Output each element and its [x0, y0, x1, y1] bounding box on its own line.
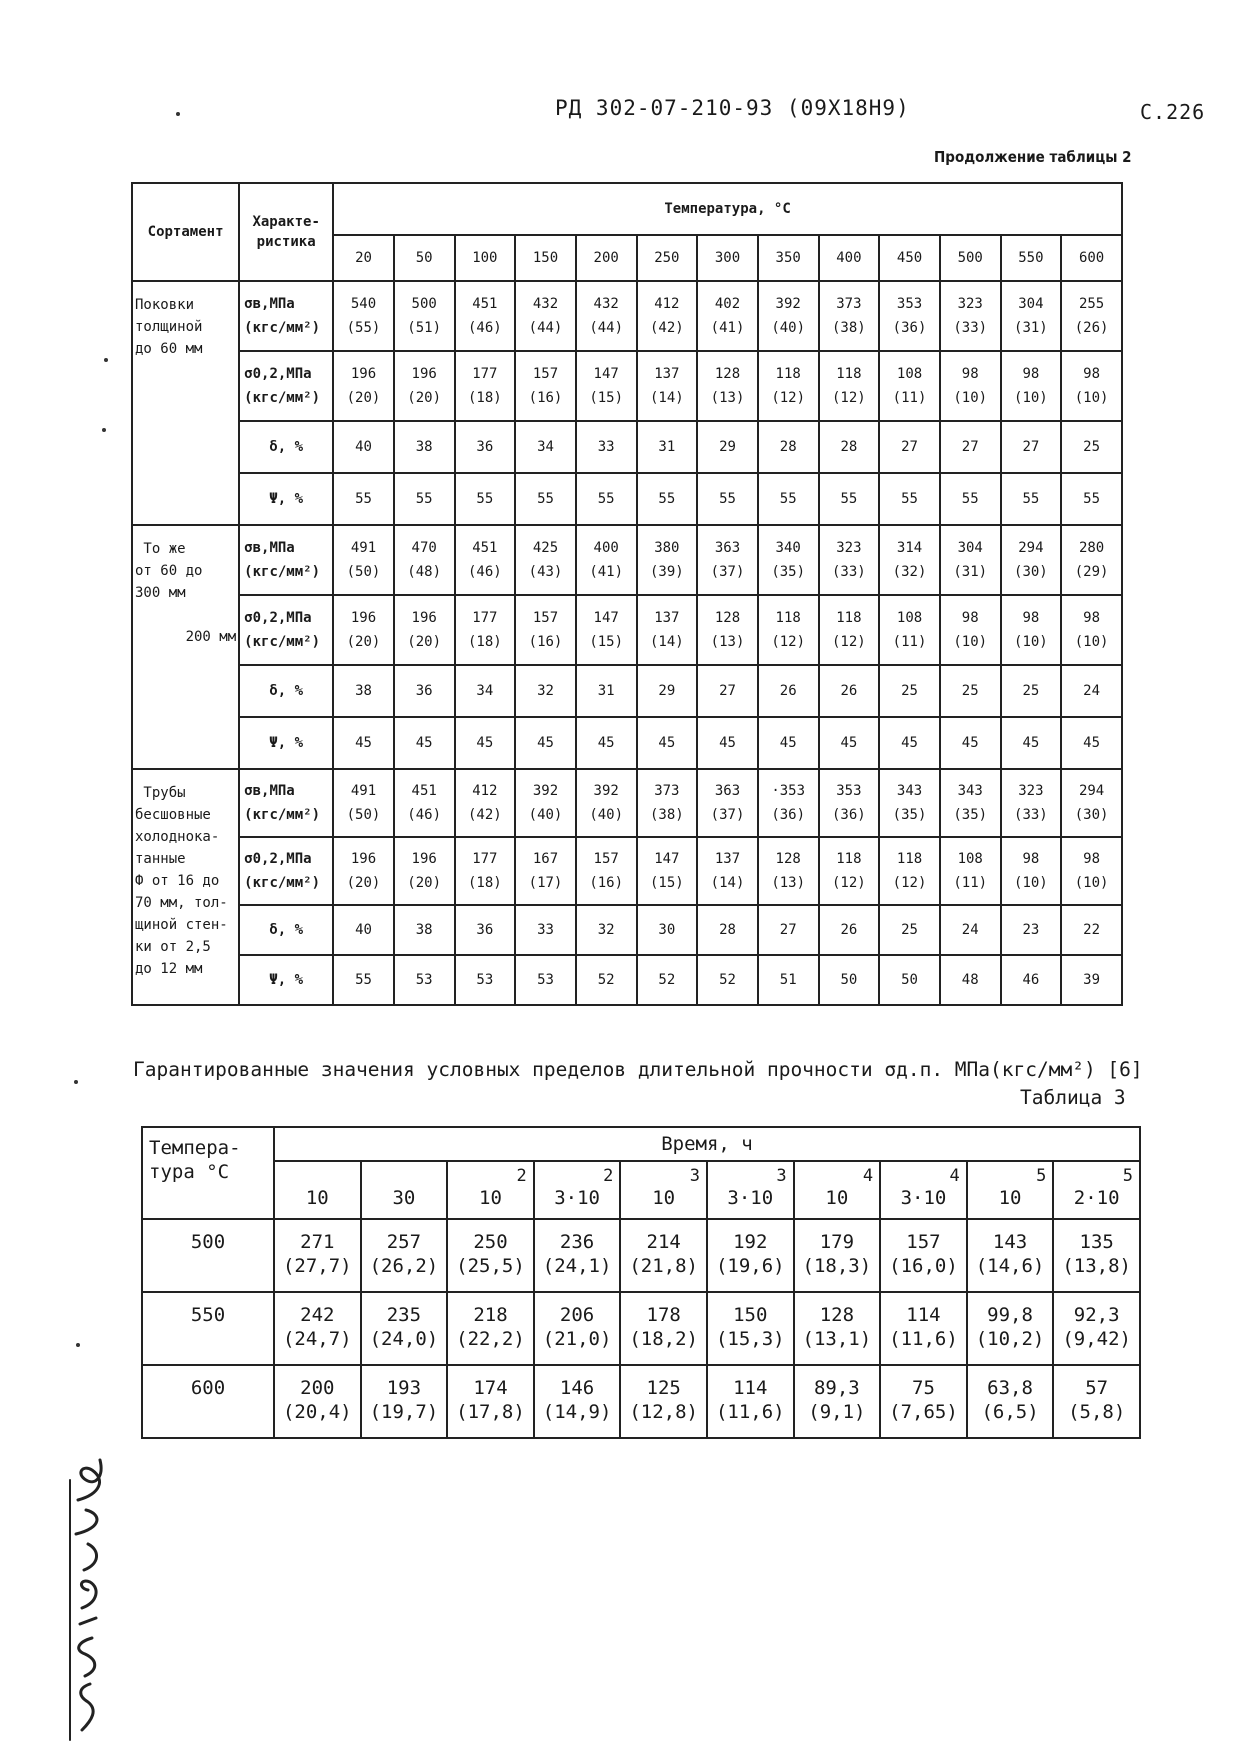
time-base: 30	[392, 1187, 416, 1209]
document-title: РД 302-07-210-93 (09Х18Н9)	[555, 96, 910, 120]
value-cell: 55	[394, 473, 455, 525]
value-cell: 271 (27,7)	[274, 1219, 361, 1292]
value-cell: 75 (7,65)	[880, 1365, 967, 1438]
col-header-characteristic: Характе- ристика	[239, 183, 333, 281]
value-cell: 36	[394, 665, 455, 717]
value-cell: 48	[940, 955, 1001, 1005]
table-continuation-label: Продолжение таблицы 2	[934, 148, 1132, 166]
time-exponent: 2	[516, 1166, 527, 1186]
scan-dot	[176, 112, 180, 116]
time-exponent: 5	[1036, 1166, 1047, 1186]
value-cell: 500 (51)	[394, 281, 455, 351]
value-cell: 32	[515, 665, 576, 717]
value-cell: 45	[697, 717, 758, 769]
value-cell: 38	[394, 421, 455, 473]
value-cell: 55	[333, 473, 394, 525]
time-base: 10	[652, 1187, 676, 1209]
value-cell: 38	[394, 905, 455, 955]
table-row	[132, 905, 1122, 955]
value-cell: 118 (12)	[879, 837, 940, 905]
time-col	[967, 1161, 1054, 1219]
value-cell: 128 (13)	[697, 595, 758, 665]
value-cell: 118 (12)	[819, 837, 880, 905]
value-cell: 137 (14)	[637, 595, 698, 665]
value-cell: 255 (26)	[1061, 281, 1122, 351]
col-header-time: Время, ч	[274, 1127, 1140, 1161]
value-cell: 98 (10)	[1061, 595, 1122, 665]
value-cell: 147 (15)	[576, 351, 637, 421]
value-cell: 137 (14)	[697, 837, 758, 905]
value-cell: 29	[697, 421, 758, 473]
time-exponent: 5	[1122, 1166, 1133, 1186]
mechanical-properties-table	[131, 182, 1123, 1006]
value-cell: 33	[515, 905, 576, 955]
value-cell: 314 (32)	[879, 525, 940, 595]
value-cell: 412 (42)	[637, 281, 698, 351]
value-cell: 432 (44)	[515, 281, 576, 351]
table-row	[142, 1292, 1140, 1365]
value-cell: 26	[819, 905, 880, 955]
value-cell: 167 (17)	[515, 837, 576, 905]
value-cell: 45	[940, 717, 1001, 769]
time-col	[620, 1161, 707, 1219]
value-cell: 128 (13)	[758, 837, 819, 905]
value-cell: 451 (46)	[455, 281, 516, 351]
value-cell: 157 (16)	[515, 351, 576, 421]
value-cell: 27	[758, 905, 819, 955]
value-cell: ·353 (36)	[758, 769, 819, 837]
value-cell: 373 (38)	[637, 769, 698, 837]
temp-col-50: 50	[394, 235, 455, 281]
value-cell: 98 (10)	[1001, 837, 1062, 905]
value-cell: 55	[333, 955, 394, 1005]
value-cell: 36	[455, 905, 516, 955]
value-cell: 31	[576, 665, 637, 717]
value-cell: 98 (10)	[1061, 837, 1122, 905]
value-cell: 52	[637, 955, 698, 1005]
value-cell: 55	[758, 473, 819, 525]
time-col	[534, 1161, 621, 1219]
characteristic-cell: Ψ, %	[239, 473, 333, 525]
value-cell: 28	[697, 905, 758, 955]
value-cell: 45	[1001, 717, 1062, 769]
characteristic-cell: δ, %	[239, 421, 333, 473]
value-cell: 28	[758, 421, 819, 473]
value-cell: 25	[879, 665, 940, 717]
value-cell: 193 (19,7)	[361, 1365, 448, 1438]
value-cell: 27	[697, 665, 758, 717]
value-cell: 157 (16)	[576, 837, 637, 905]
characteristic-cell: Ψ, %	[239, 955, 333, 1005]
value-cell: 51	[758, 955, 819, 1005]
col-header-temperature: Температура, °С	[333, 183, 1122, 235]
temp-col-20: 20	[333, 235, 394, 281]
time-col	[1053, 1161, 1140, 1219]
value-cell: 280 (29)	[1061, 525, 1122, 595]
temp-col-200: 200	[576, 235, 637, 281]
value-cell: 45	[758, 717, 819, 769]
value-cell: 45	[394, 717, 455, 769]
value-cell: 55	[879, 473, 940, 525]
value-cell: 491 (50)	[333, 525, 394, 595]
time-base: 10	[998, 1187, 1022, 1209]
value-cell: 114 (11,6)	[880, 1292, 967, 1365]
value-cell: 147 (15)	[576, 595, 637, 665]
table-row	[132, 421, 1122, 473]
value-cell: 28	[819, 421, 880, 473]
characteristic-cell: δ, %	[239, 665, 333, 717]
table-row	[132, 769, 1122, 837]
table3-caption: Гарантированные значения условных пределов длительной прочности σд.п. МПа(кгс/мм²) [6]	[133, 1058, 1143, 1081]
value-cell: 55	[940, 473, 1001, 525]
value-cell: 46	[1001, 955, 1062, 1005]
value-cell: 343 (35)	[940, 769, 1001, 837]
value-cell: 323 (33)	[940, 281, 1001, 351]
value-cell: 235 (24,0)	[361, 1292, 448, 1365]
value-cell: 157 (16,0)	[880, 1219, 967, 1292]
value-cell: 38	[333, 665, 394, 717]
value-cell: 118 (12)	[758, 351, 819, 421]
value-cell: 491 (50)	[333, 769, 394, 837]
characteristic-cell: σ0,2,МПа (кгс/мм²)	[239, 351, 333, 421]
time-base: 3·10	[900, 1187, 947, 1209]
time-exponent: 4	[862, 1166, 874, 1186]
value-cell: 179 (18,3)	[794, 1219, 881, 1292]
value-cell: 30	[637, 905, 698, 955]
table-row	[132, 351, 1122, 421]
value-cell: 108 (11)	[879, 595, 940, 665]
value-cell: 137 (14)	[637, 351, 698, 421]
value-cell: 363 (37)	[697, 525, 758, 595]
value-cell: 53	[394, 955, 455, 1005]
value-cell: 98 (10)	[1061, 351, 1122, 421]
time-col	[361, 1161, 448, 1219]
table-row	[132, 837, 1122, 905]
value-cell: 373 (38)	[819, 281, 880, 351]
value-cell: 380 (39)	[637, 525, 698, 595]
value-cell: 323 (33)	[819, 525, 880, 595]
value-cell: 57 (5,8)	[1053, 1365, 1140, 1438]
value-cell: 29	[637, 665, 698, 717]
value-cell: 214 (21,8)	[620, 1219, 707, 1292]
value-cell: 50	[819, 955, 880, 1005]
value-cell: 45	[819, 717, 880, 769]
time-exponent	[362, 1166, 447, 1186]
value-cell: 45	[515, 717, 576, 769]
value-cell: 25	[1061, 421, 1122, 473]
characteristic-cell: σв,МПа (кгс/мм²)	[239, 281, 333, 351]
col-header-sortament: Сортамент	[132, 183, 239, 281]
value-cell: 196 (20)	[394, 595, 455, 665]
value-cell: 24	[940, 905, 1001, 955]
col-header-temperature: Темпера- тура °С	[142, 1127, 274, 1219]
handwritten-signature	[30, 1440, 120, 1750]
temperature-cell: 600	[142, 1365, 274, 1438]
value-cell: 250 (25,5)	[447, 1219, 534, 1292]
value-cell: 125 (12,8)	[620, 1365, 707, 1438]
value-cell: 392 (40)	[515, 769, 576, 837]
value-cell: 128 (13,1)	[794, 1292, 881, 1365]
value-cell: 55	[697, 473, 758, 525]
value-cell: 98 (10)	[1001, 595, 1062, 665]
time-base: 10	[305, 1187, 329, 1209]
characteristic-cell: σ0,2,МПа (кгс/мм²)	[239, 595, 333, 665]
value-cell: 99,8 (10,2)	[967, 1292, 1054, 1365]
value-cell: 343 (35)	[879, 769, 940, 837]
time-col	[794, 1161, 881, 1219]
value-cell: 218 (22,2)	[447, 1292, 534, 1365]
table-row	[132, 473, 1122, 525]
value-cell: 52	[576, 955, 637, 1005]
temp-col-300: 300	[697, 235, 758, 281]
value-cell: 353 (36)	[879, 281, 940, 351]
value-cell: 32	[576, 905, 637, 955]
value-cell: 412 (42)	[455, 769, 516, 837]
temp-col-450: 450	[879, 235, 940, 281]
value-cell: 55	[455, 473, 516, 525]
value-cell: 242 (24,7)	[274, 1292, 361, 1365]
value-cell: 40	[333, 905, 394, 955]
value-cell: 39	[1061, 955, 1122, 1005]
table-row	[142, 1365, 1140, 1438]
value-cell: 118 (12)	[819, 351, 880, 421]
temp-col-600: 600	[1061, 235, 1122, 281]
value-cell: 177 (18)	[455, 595, 516, 665]
time-col	[880, 1161, 967, 1219]
value-cell: 196 (20)	[333, 595, 394, 665]
value-cell: 150 (15,3)	[707, 1292, 794, 1365]
value-cell: 363 (37)	[697, 769, 758, 837]
value-cell: 36	[455, 421, 516, 473]
value-cell: 34	[515, 421, 576, 473]
value-cell: 108 (11)	[940, 837, 1001, 905]
scan-dot	[102, 428, 106, 432]
temp-col-100: 100	[455, 235, 516, 281]
value-cell: 177 (18)	[455, 837, 516, 905]
time-base: 3·10	[554, 1187, 600, 1209]
scan-dot	[74, 1080, 78, 1084]
value-cell: 55	[1061, 473, 1122, 525]
time-base: 3·10	[727, 1187, 774, 1209]
value-cell: 45	[455, 717, 516, 769]
value-cell: 323 (33)	[1001, 769, 1062, 837]
value-cell: 118 (12)	[758, 595, 819, 665]
time-base: 10	[825, 1187, 849, 1209]
value-cell: 45	[879, 717, 940, 769]
temp-col-500: 500	[940, 235, 1001, 281]
value-cell: 55	[576, 473, 637, 525]
value-cell: 353 (36)	[819, 769, 880, 837]
value-cell: 257 (26,2)	[361, 1219, 448, 1292]
value-cell: 33	[576, 421, 637, 473]
value-cell: 540 (55)	[333, 281, 394, 351]
value-cell: 55	[1001, 473, 1062, 525]
value-cell: 25	[1001, 665, 1062, 717]
value-cell: 98 (10)	[1001, 351, 1062, 421]
value-cell: 294 (30)	[1061, 769, 1122, 837]
value-cell: 432 (44)	[576, 281, 637, 351]
table-row	[142, 1219, 1140, 1292]
value-cell: 27	[879, 421, 940, 473]
value-cell: 26	[819, 665, 880, 717]
temp-col-250: 250	[637, 235, 698, 281]
time-exponent: 3	[689, 1166, 700, 1186]
value-cell: 425 (43)	[515, 525, 576, 595]
time-col	[447, 1161, 534, 1219]
temp-col-350: 350	[758, 235, 819, 281]
table-row	[132, 595, 1122, 665]
value-cell: 22	[1061, 905, 1122, 955]
characteristic-cell: σв,МПа (кгс/мм²)	[239, 769, 333, 837]
value-cell: 45	[576, 717, 637, 769]
temperature-cell: 500	[142, 1219, 274, 1292]
value-cell: 45	[637, 717, 698, 769]
scan-dot	[104, 358, 108, 362]
value-cell: 55	[819, 473, 880, 525]
value-cell: 34	[455, 665, 516, 717]
value-cell: 108 (11)	[879, 351, 940, 421]
value-cell: 294 (30)	[1001, 525, 1062, 595]
page-number: С.226	[1140, 100, 1206, 124]
value-cell: 92,3 (9,42)	[1053, 1292, 1140, 1365]
characteristic-cell: Ψ, %	[239, 717, 333, 769]
time-exponent: 3	[776, 1166, 787, 1186]
value-cell: 196 (20)	[333, 351, 394, 421]
value-cell: 392 (40)	[758, 281, 819, 351]
value-cell: 24	[1061, 665, 1122, 717]
value-cell: 118 (12)	[819, 595, 880, 665]
value-cell: 52	[697, 955, 758, 1005]
value-cell: 340 (35)	[758, 525, 819, 595]
value-cell: 200 (20,4)	[274, 1365, 361, 1438]
value-cell: 53	[455, 955, 516, 1005]
value-cell: 400 (41)	[576, 525, 637, 595]
value-cell: 98 (10)	[940, 351, 1001, 421]
temp-col-550: 550	[1001, 235, 1062, 281]
value-cell: 27	[1001, 421, 1062, 473]
value-cell: 50	[879, 955, 940, 1005]
time-base: 10	[479, 1187, 502, 1209]
time-base: 2·10	[1073, 1187, 1120, 1209]
temperature-cell: 550	[142, 1292, 274, 1365]
value-cell: 177 (18)	[455, 351, 516, 421]
table-row	[132, 717, 1122, 769]
time-col	[707, 1161, 794, 1219]
value-cell: 143 (14,6)	[967, 1219, 1054, 1292]
value-cell: 45	[1061, 717, 1122, 769]
value-cell: 196 (20)	[394, 837, 455, 905]
value-cell: 55	[637, 473, 698, 525]
scan-dot	[76, 1343, 80, 1347]
value-cell: 451 (46)	[394, 769, 455, 837]
value-cell: 55	[515, 473, 576, 525]
value-cell: 402 (41)	[697, 281, 758, 351]
time-col	[274, 1161, 361, 1219]
characteristic-cell: δ, %	[239, 905, 333, 955]
value-cell: 470 (48)	[394, 525, 455, 595]
table-row	[132, 281, 1122, 351]
temp-col-150: 150	[515, 235, 576, 281]
value-cell: 196 (20)	[333, 837, 394, 905]
value-cell: 174 (17,8)	[447, 1365, 534, 1438]
creep-strength-table	[141, 1126, 1141, 1439]
value-cell: 206 (21,0)	[534, 1292, 621, 1365]
value-cell: 26	[758, 665, 819, 717]
value-cell: 157 (16)	[515, 595, 576, 665]
value-cell: 196 (20)	[394, 351, 455, 421]
time-exponent	[275, 1166, 360, 1186]
value-cell: 98 (10)	[940, 595, 1001, 665]
sortament-cell: Поковки толщиной до 60 мм	[132, 281, 239, 525]
time-exponent: 4	[949, 1166, 960, 1186]
value-cell: 45	[333, 717, 394, 769]
value-cell: 304 (31)	[1001, 281, 1062, 351]
time-exponent: 2	[603, 1166, 614, 1186]
value-cell: 53	[515, 955, 576, 1005]
table-row	[132, 525, 1122, 595]
characteristic-cell: σв,МПа (кгс/мм²)	[239, 525, 333, 595]
value-cell: 63,8 (6,5)	[967, 1365, 1054, 1438]
value-cell: 147 (15)	[637, 837, 698, 905]
value-cell: 178 (18,2)	[620, 1292, 707, 1365]
value-cell: 89,3 (9,1)	[794, 1365, 881, 1438]
value-cell: 40	[333, 421, 394, 473]
sortament-cell: То же от 60 до 300 мм 200 мм	[132, 525, 239, 769]
sortament-cell: Трубы бесшовные холоднока- танные Ф от 16 до 70 мм, тол- щиной стен- ки от 2,5 до 12 мм	[132, 769, 239, 1005]
characteristic-cell: σ0,2,МПа (кгс/мм²)	[239, 837, 333, 905]
value-cell: 25	[879, 905, 940, 955]
temp-col-400: 400	[819, 235, 880, 281]
value-cell: 236 (24,1)	[534, 1219, 621, 1292]
value-cell: 114 (11,6)	[707, 1365, 794, 1438]
value-cell: 135 (13,8)	[1053, 1219, 1140, 1292]
value-cell: 27	[940, 421, 1001, 473]
value-cell: 451 (46)	[455, 525, 516, 595]
value-cell: 25	[940, 665, 1001, 717]
table3-label: Таблица 3	[1020, 1086, 1126, 1109]
value-cell: 128 (13)	[697, 351, 758, 421]
value-cell: 304 (31)	[940, 525, 1001, 595]
value-cell: 392 (40)	[576, 769, 637, 837]
value-cell: 31	[637, 421, 698, 473]
table-row	[132, 955, 1122, 1005]
value-cell: 23	[1001, 905, 1062, 955]
table-row	[132, 665, 1122, 717]
value-cell: 146 (14,9)	[534, 1365, 621, 1438]
value-cell: 192 (19,6)	[707, 1219, 794, 1292]
